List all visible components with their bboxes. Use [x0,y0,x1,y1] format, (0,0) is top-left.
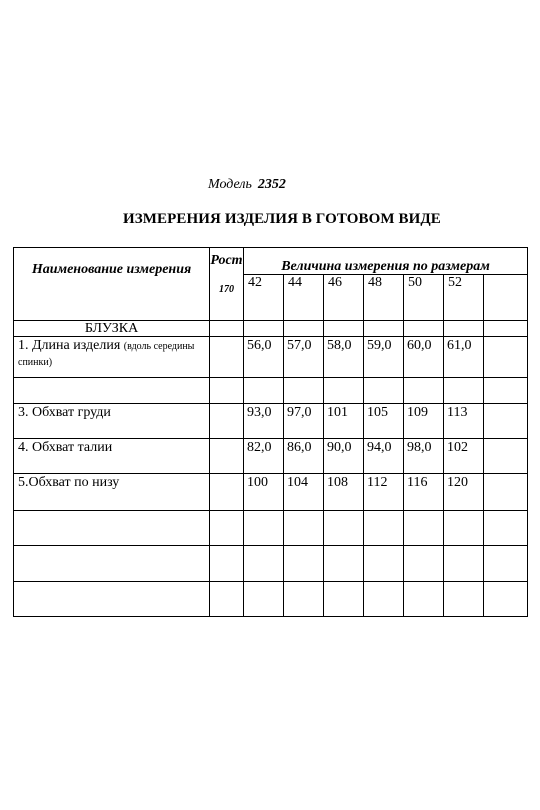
table-row [14,546,528,582]
measurement-value: 97,0 [284,404,324,439]
measurement-value: 57,0 [284,337,324,378]
measurements-table [13,247,528,617]
measurement-value: 108 [324,474,364,511]
table-row [14,378,528,404]
measurement-name: 5.Обхват по низу [14,474,210,511]
table-row [14,439,528,474]
size-header: 48 [364,275,404,321]
measurement-note: (вдоль середины спинки) [18,341,195,368]
size-header: 42 [244,275,284,321]
sizes-column-header: Величина измерения по размерам [244,248,528,275]
measurement-name: 4. Обхват талии [14,439,210,474]
measurement-value: 116 [404,474,444,511]
size-header: 52 [444,275,484,321]
measurement-value: 56,0 [244,337,284,378]
table-row [14,474,528,511]
page-title: ИЗМЕРЕНИЯ ИЗДЕЛИЯ В ГОТОВОМ ВИДЕ [123,211,441,227]
section-label: БЛУЗКА [14,321,210,337]
table-row [14,582,528,617]
measurement-value: 120 [444,474,484,511]
name-column-header: Наименование измерения [14,248,210,321]
rost-label: Рост [210,253,243,268]
measurement-value: 104 [284,474,324,511]
table-row [14,337,528,378]
model-number: 2352 [257,177,286,192]
measurement-value: 61,0 [444,337,484,378]
rost-column-header [210,248,244,321]
size-header: 50 [404,275,444,321]
measurement-name: 3. Обхват груди [14,404,210,439]
model-label [208,177,286,193]
measurement-value: 60,0 [404,337,444,378]
measurement-value: 90,0 [324,439,364,474]
measurement-name-text: 1. Длина изделия [18,338,121,353]
measurement-value: 58,0 [324,337,364,378]
empty-cell [484,275,528,321]
measurement-value: 102 [444,439,484,474]
rost-value: 170 [219,284,234,295]
measurement-value: 59,0 [364,337,404,378]
measurement-value: 82,0 [244,439,284,474]
measurement-name [14,337,210,378]
measurement-value: 94,0 [364,439,404,474]
measurement-value: 100 [244,474,284,511]
size-header: 46 [324,275,364,321]
measurement-value: 113 [444,404,484,439]
measurement-value: 101 [324,404,364,439]
measurement-value: 86,0 [284,439,324,474]
measurement-value: 112 [364,474,404,511]
table-row [14,511,528,546]
measurement-value: 105 [364,404,404,439]
model-label-text: Модель [208,177,252,192]
table-row [14,404,528,439]
measurement-value: 109 [404,404,444,439]
size-header: 44 [284,275,324,321]
measurement-value: 98,0 [404,439,444,474]
table-row [14,321,528,337]
measurement-value: 93,0 [244,404,284,439]
